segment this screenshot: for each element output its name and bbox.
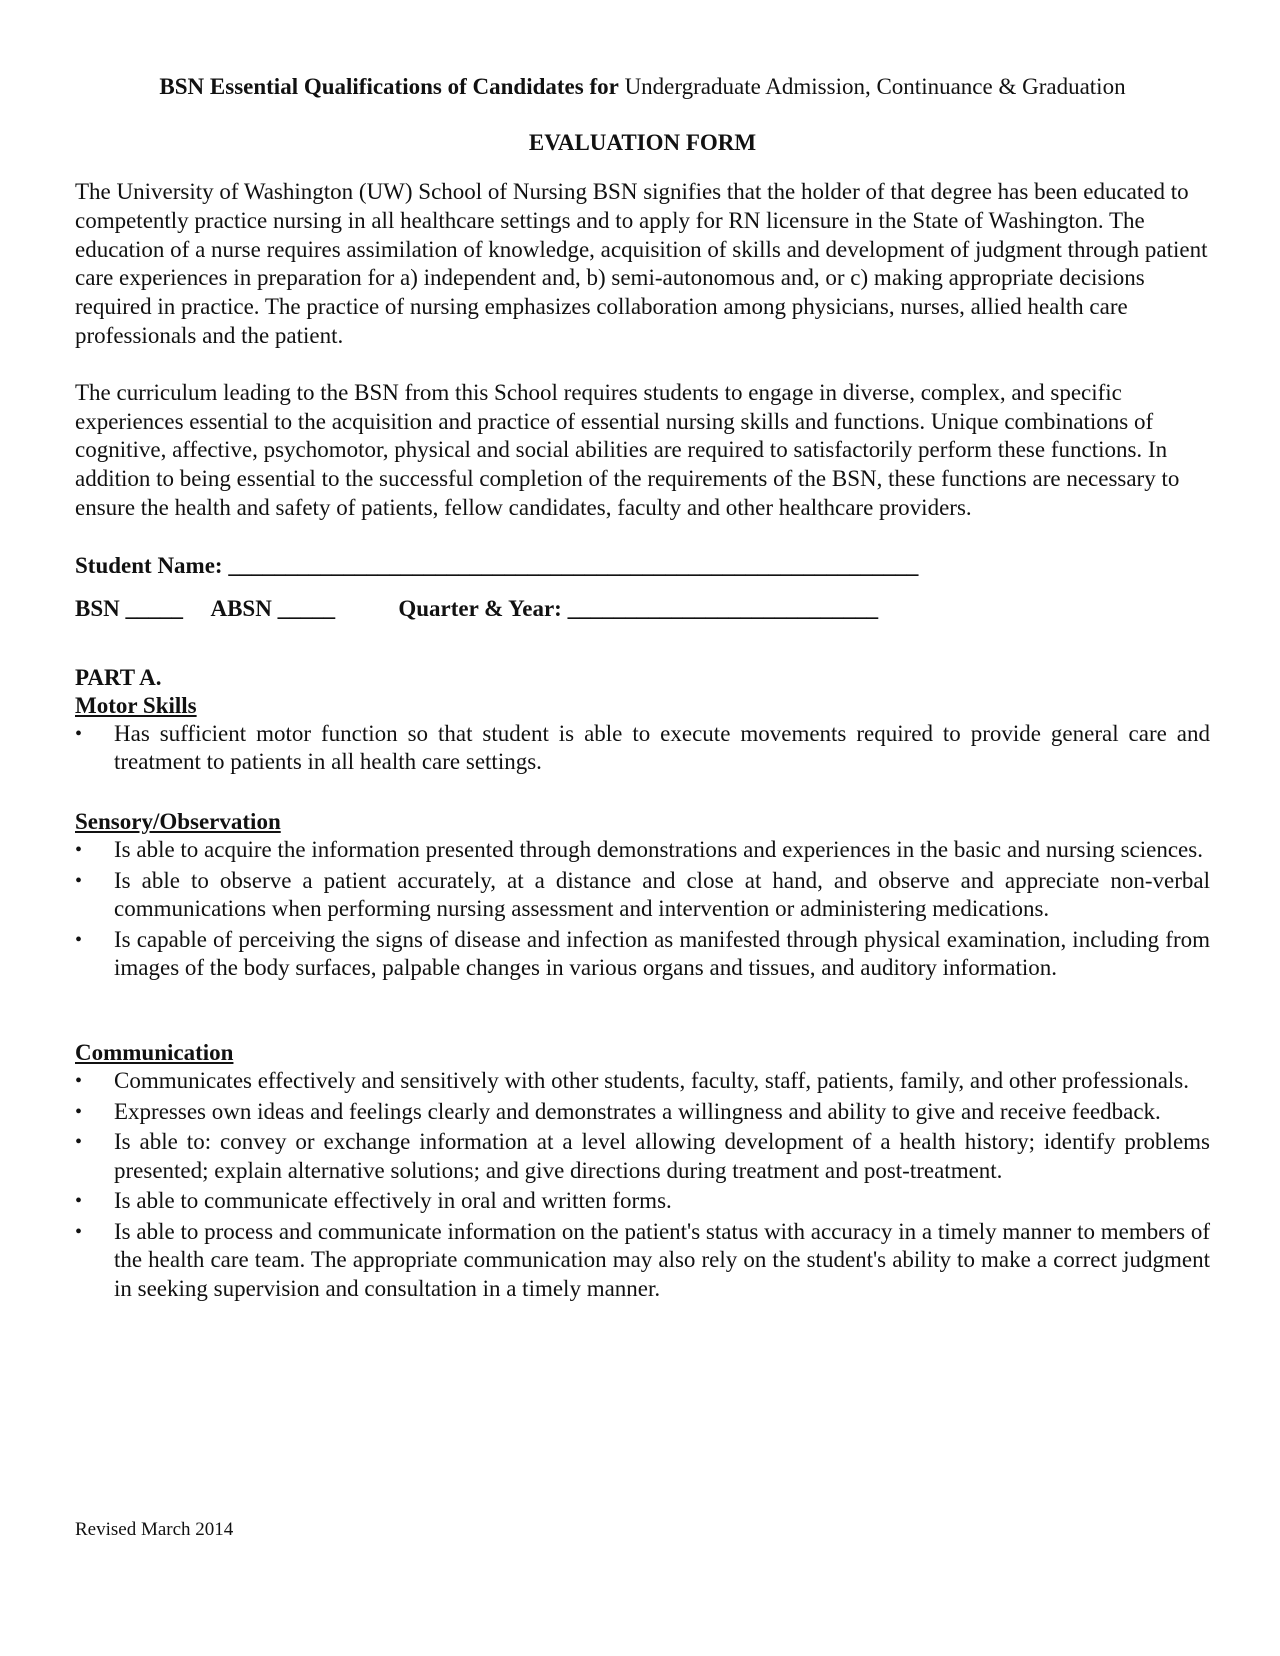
list-item — [75, 720, 1210, 777]
list-item-text: Has sufficient motor function so that student is able to execute movements required to provide general care and treatment to patients in all health care settings. — [114, 720, 1210, 775]
list-item-text: Expresses own ideas and feelings clearly and demonstrates a willingness and ability to give and receive feedback. — [114, 1098, 1161, 1124]
bullet-icon: • — [75, 722, 83, 745]
list-item-text: Is capable of perceiving the signs of disease and infection as manifested through physical examination, including from images of the body surfaces, palpable changes in various organs and tissues, and auditory information. — [114, 926, 1210, 981]
list-item — [75, 836, 1210, 865]
communication-list — [75, 1067, 1210, 1304]
sensory-observation-heading: Sensory/Observation — [75, 808, 281, 834]
bullet-icon: • — [75, 1131, 83, 1154]
form-title: EVALUATION FORM — [528, 130, 757, 155]
list-item-text: Is able to observe a patient accurately, at a distance and close at hand, and observe and appreciate non-verbal communications when performing nursing assessment and intervention or administering medications. — [114, 867, 1210, 922]
list-item-text: Is able to communicate effectively in oral and written forms. — [114, 1188, 672, 1214]
revision-footer: Revised March 2014 — [75, 1519, 234, 1540]
list-item-text: Is able to process and communicate information on the patient's status with accuracy in a timely manner to members of the health care team. The appropriate communication may also rely on the student's ability to make a correct judgment in seeking supervision and consultation in a timely manner. — [114, 1218, 1210, 1302]
intro-paragraph-2: The curriculum leading to the BSN from this School requires students to engage in diverse, complex, and specific experiences essential to the acquisition and practice of essential nursing skills and functions. Unique combinations of cognitive, affective, psychomotor, physical and social abilities are required to satisfactorily perform these functions. In addition to being essential to the successful completion of the requirements of the BSN, these functions are necessary to ensure the health and safety of patients, fellow candidates, faculty and other healthcare providers. — [75, 379, 1180, 520]
title-regular-part: Undergraduate Admission, Continuance & Graduation — [618, 74, 1126, 99]
bullet-icon: • — [75, 1190, 83, 1213]
list-item — [75, 926, 1210, 983]
intro-paragraph-1: The University of Washington (UW) School of Nursing BSN signifies that the holder of that degree has been educated to competently practice nursing in all healthcare settings and to apply for RN licensure in the State of Washington. The education of a nurse requires assimilation of knowledge, acquisition of skills and development of judgment through patient care experiences in preparation for a) independent and, b) semi-autonomous and, or c) making appropriate decisions required in practice. The practice of nursing emphasizes collaboration among physicians, nurses, allied health care professionals and the patient. — [75, 179, 1208, 348]
communication-heading: Communication — [75, 1039, 234, 1065]
part-a-label: PART A. — [75, 664, 162, 690]
student-name-field: Student Name: ____________________________________________________________ — [75, 552, 919, 578]
list-item — [75, 1067, 1210, 1096]
list-item — [75, 1098, 1210, 1127]
list-item — [75, 1187, 1210, 1216]
document-title — [75, 72, 1210, 102]
list-item — [75, 1128, 1210, 1185]
list-item — [75, 867, 1210, 924]
list-item-text: Is able to acquire the information presented through demonstrations and experiences in the basic and nursing sciences. — [114, 836, 1203, 862]
sensory-observation-list — [75, 836, 1210, 983]
list-item-text: Communicates effectively and sensitively with other students, faculty, staff, patients, family, and other professionals. — [114, 1067, 1189, 1093]
bullet-icon: • — [75, 928, 83, 951]
bullet-icon: • — [75, 1220, 83, 1243]
bullet-icon: • — [75, 1100, 83, 1123]
title-bold-part: BSN Essential Qualifications of Candidates for — [159, 74, 619, 99]
bullet-icon: • — [75, 869, 83, 892]
bullet-icon: • — [75, 838, 83, 861]
motor-skills-heading: Motor Skills — [75, 692, 197, 718]
list-item — [75, 1218, 1210, 1304]
bullet-icon: • — [75, 1069, 83, 1092]
document-page — [75, 72, 1210, 1304]
list-item-text: Is able to: convey or exchange information at a level allowing development of a health history; identify problems presented; explain alternative solutions; and give directions during treatment and post-treatment. — [114, 1129, 1210, 1183]
motor-skills-list — [75, 720, 1210, 777]
program-quarter-field: BSN _____ ABSN _____ Quarter & Year: ___________________________ — [75, 595, 879, 621]
